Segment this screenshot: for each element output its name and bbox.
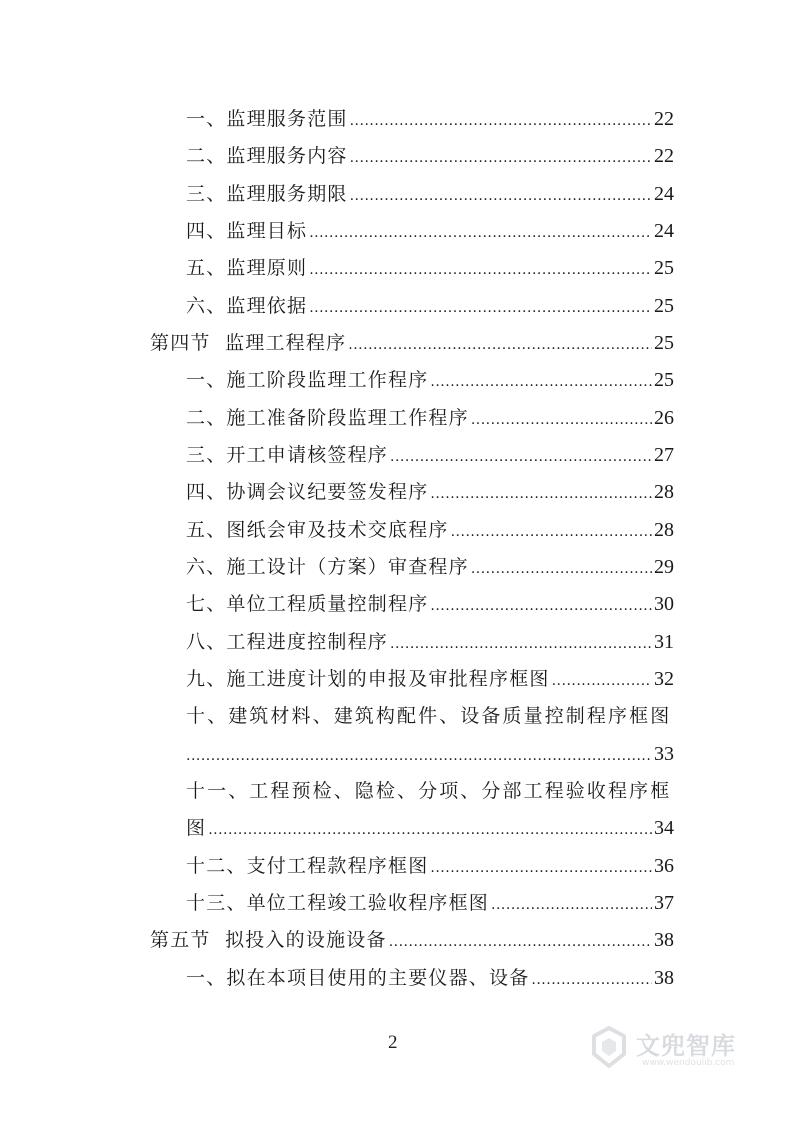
toc-entry-label: 十二、支付工程款程序框图 — [186, 855, 429, 877]
toc-entry-page: 29 — [654, 556, 674, 578]
toc-entry[interactable] — [186, 406, 674, 432]
toc-entry-page: 33 — [654, 743, 674, 765]
toc-entry-label: 二、施工准备阶段监理工作程序 — [186, 407, 469, 429]
toc-entry-page: 36 — [654, 855, 674, 877]
toc-leader-dots — [186, 744, 652, 768]
toc-entry[interactable] — [186, 182, 674, 208]
toc-entry-page: 22 — [654, 108, 674, 130]
toc-entry-page: 37 — [654, 892, 674, 914]
toc-leader-dots — [350, 109, 652, 133]
toc-leader-dots — [531, 968, 652, 992]
toc-entry[interactable] — [186, 555, 674, 581]
toc-entry-label: 十三、单位工程竣工验收程序框图 — [186, 892, 490, 914]
toc-entry-label: 第五节 拟投入的设施设备 — [150, 929, 387, 951]
toc-entry-page: 28 — [654, 519, 674, 541]
toc-entry[interactable] — [186, 480, 674, 506]
toc-entry-continuation[interactable] — [186, 742, 674, 768]
toc-leader-dots — [471, 408, 652, 432]
toc-entry-label: 九、施工进度计划的申报及审批程序框图 — [186, 668, 550, 690]
toc-entry[interactable] — [186, 891, 674, 917]
toc-entry-label: 三、监理服务期限 — [186, 183, 348, 205]
toc-entry-label: 一、施工阶段监理工作程序 — [186, 369, 429, 391]
toc-leader-dots — [430, 856, 652, 880]
toc-leader-dots — [389, 930, 652, 954]
toc-leader-dots — [430, 482, 652, 506]
toc-entry-page: 25 — [654, 257, 674, 279]
toc-entry-label: 五、监理原则 — [186, 257, 308, 279]
watermark-logo-icon — [586, 1024, 632, 1070]
toc-entry-page: 24 — [654, 220, 674, 242]
toc-entry-label: 四、协调会议纪要签发程序 — [186, 481, 429, 503]
toc-entry-label-wrapped[interactable]: 十、建筑材料、建筑构配件、设备质量控制程序框图 — [186, 705, 672, 727]
toc-entry-page: 38 — [654, 967, 674, 989]
toc-entry-page: 27 — [654, 444, 674, 466]
toc-entry[interactable] — [186, 219, 674, 245]
toc-entry-label: 三、开工申请核签程序 — [186, 444, 389, 466]
toc-entry[interactable] — [186, 443, 674, 469]
toc-entry-page: 30 — [654, 593, 674, 615]
toc-leader-dots — [348, 333, 652, 357]
toc-entry[interactable] — [186, 107, 674, 133]
toc-entry-page: 24 — [654, 183, 674, 205]
toc-leader-dots — [491, 893, 652, 917]
toc-leader-dots — [350, 184, 652, 208]
toc-entry-label: 六、监理依据 — [186, 295, 308, 317]
toc-leader-dots — [430, 370, 652, 394]
toc-entry[interactable] — [186, 144, 674, 170]
toc-entry-page: 32 — [654, 668, 674, 690]
toc-entry[interactable] — [186, 667, 674, 693]
toc-entry[interactable] — [186, 854, 674, 880]
toc-entry[interactable] — [186, 294, 674, 320]
toc-leader-dots — [350, 146, 652, 170]
toc-entry[interactable] — [186, 518, 674, 544]
page-number: 2 — [388, 1032, 398, 1053]
toc-entry-page: 38 — [654, 929, 674, 951]
toc-entry-page: 25 — [654, 332, 674, 354]
toc-entry-page: 26 — [654, 407, 674, 429]
toc-entry[interactable] — [186, 256, 674, 282]
toc-leader-dots — [208, 818, 652, 842]
watermark — [586, 1020, 756, 1076]
toc-section-entry[interactable] — [150, 331, 674, 357]
toc-entry-page: 28 — [654, 481, 674, 503]
toc-entry-label: 图 — [186, 817, 207, 839]
toc-leader-dots — [451, 520, 652, 544]
toc-leader-dots — [309, 221, 652, 245]
toc-leader-dots — [552, 669, 652, 693]
toc-entry[interactable] — [186, 630, 674, 656]
toc-section-entry[interactable] — [150, 928, 674, 954]
toc-entry-label: 第四节 监理工程程序 — [150, 332, 347, 354]
toc-entry-label: 一、拟在本项目使用的主要仪器、设备 — [186, 967, 530, 989]
toc-entry-label: 四、监理目标 — [186, 220, 308, 242]
toc-leader-dots — [309, 296, 652, 320]
toc-entry-label: 八、工程进度控制程序 — [186, 631, 389, 653]
watermark-brand: 文兜智库 — [636, 1032, 736, 1060]
toc-entry-label: 六、施工设计（方案）审查程序 — [186, 556, 469, 578]
toc-leader-dots — [430, 594, 652, 618]
toc-entry-label: 五、图纸会审及技术交底程序 — [186, 519, 449, 541]
toc-entry-page: 25 — [654, 295, 674, 317]
toc-entry[interactable] — [186, 966, 674, 992]
toc-entry-label: 七、单位工程质量控制程序 — [186, 593, 429, 615]
toc-entry[interactable] — [186, 592, 674, 618]
toc-entry-page: 25 — [654, 369, 674, 391]
toc-leader-dots — [390, 445, 652, 469]
toc-entry-continuation[interactable] — [186, 816, 674, 842]
toc-entry-page: 34 — [654, 817, 674, 839]
toc-entry-label-wrapped[interactable]: 十一、工程预检、隐检、分项、分部工程验收程序框 — [186, 780, 672, 802]
watermark-url: www.wendoulib.com — [642, 1058, 735, 1068]
toc-entry-label: 一、监理服务范围 — [186, 108, 348, 130]
toc-leader-dots — [390, 632, 652, 656]
toc-entry-page: 22 — [654, 145, 674, 167]
toc-leader-dots — [309, 258, 652, 282]
toc-entry[interactable] — [186, 368, 674, 394]
toc-leader-dots — [471, 557, 652, 581]
toc-entry-label: 二、监理服务内容 — [186, 145, 348, 167]
toc-entry-page: 31 — [654, 631, 674, 653]
